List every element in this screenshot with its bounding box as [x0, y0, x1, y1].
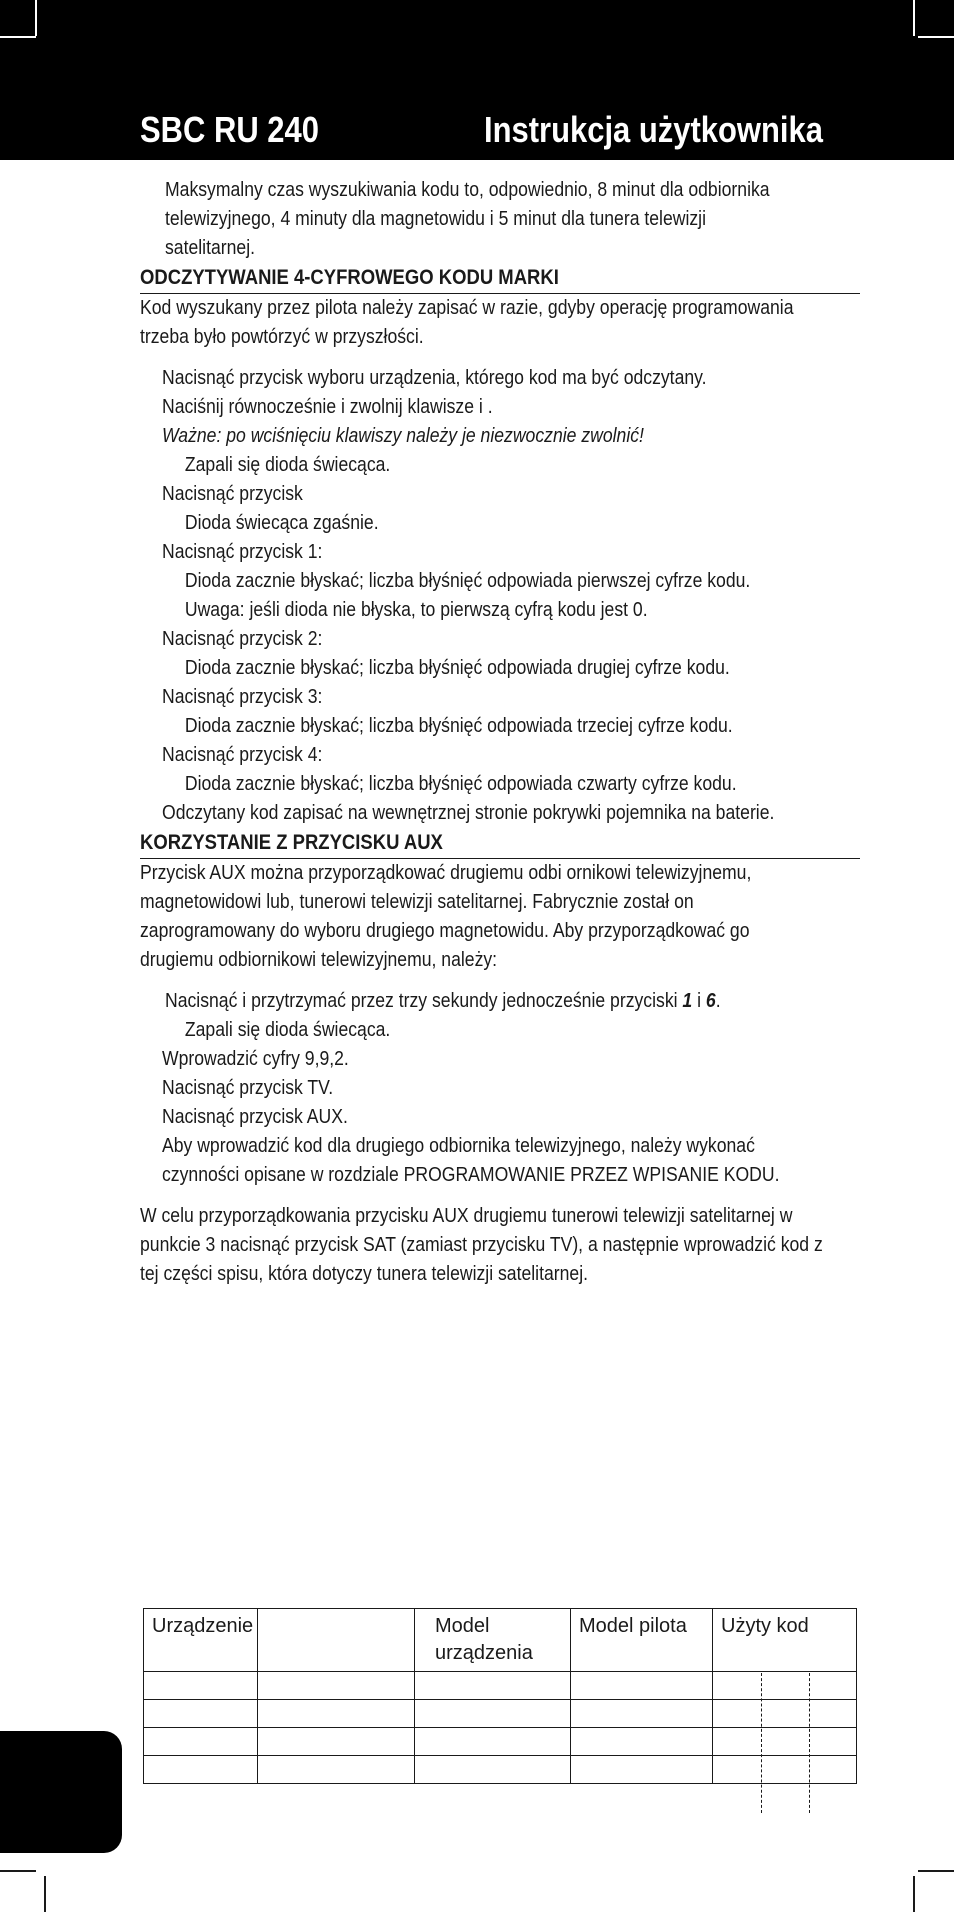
section2-steps — [140, 1016, 860, 1190]
step-line: Aby wprowadzić kod dla drugiego odbiornika telewizyjnego, należy wykonać — [162, 1135, 755, 1157]
table-row — [144, 1672, 857, 1700]
code-record-table — [143, 1608, 857, 1784]
page-header — [0, 0, 954, 160]
header-used-code: Użyty kod — [713, 1609, 857, 1672]
table-cell[interactable] — [144, 1700, 258, 1728]
page-tab-marker — [0, 1731, 122, 1853]
model-title: SBC RU 240 — [140, 109, 319, 150]
key-label: 1 — [682, 990, 693, 1012]
text-line: telewizyjnego, 4 minuty dla magnetowidu i 5 minut dla tunera telewizji — [165, 208, 706, 230]
step-line: Naciśnij równocześnie i zwolnij klawisze i . — [162, 396, 493, 418]
table-cell[interactable] — [415, 1672, 571, 1700]
intro-paragraph — [140, 176, 860, 263]
text-line: Przycisk AUX można przyporządkować drugiemu odbi ornikowi telewizyjnemu, — [140, 862, 752, 884]
spacer — [140, 975, 860, 987]
crop-mark — [913, 1876, 915, 1912]
key-label: 6 — [705, 990, 716, 1012]
page-content — [140, 176, 860, 1289]
crop-mark — [35, 0, 37, 36]
text-line: magnetowidowi lub, tunerowi telewizji satelitarnej. Fabrycznie został on — [140, 891, 694, 913]
table-cell[interactable] — [571, 1756, 713, 1784]
crop-mark — [913, 0, 915, 36]
text-line — [165, 987, 777, 1016]
crop-mark — [918, 36, 954, 38]
header-remote-model: Model pilota — [571, 1609, 713, 1672]
step-line: Dioda świecąca zgaśnie. — [184, 512, 379, 534]
text-line: satelitarnej. — [165, 237, 256, 259]
text-line: Kod wyszukany przez pilota należy zapisać w razie, gdyby operację programowania — [140, 297, 794, 319]
code-digit-divider — [809, 1673, 810, 1813]
table-cell[interactable] — [713, 1700, 857, 1728]
text-line: punkcie 3 nacisnąć przycisk SAT (zamiast przycisku TV), a następnie wprowadzić kod z — [140, 1234, 823, 1256]
header-blank — [258, 1609, 415, 1672]
table-cell[interactable] — [415, 1728, 571, 1756]
step-line: Zapali się dioda świecąca. — [184, 454, 391, 476]
heading-text: ODCZYTYWANIE 4-CYFROWEGO KODU MARKI — [140, 266, 559, 289]
crop-mark — [0, 36, 36, 38]
table-cell[interactable] — [713, 1672, 857, 1700]
table-cell[interactable] — [144, 1756, 258, 1784]
table-cell[interactable] — [258, 1728, 415, 1756]
step-line: Nacisnąć przycisk wyboru urządzenia, którego kod ma być odczytany. — [162, 367, 707, 389]
table-cell[interactable] — [571, 1700, 713, 1728]
step-line: Nacisnąć przycisk 3: — [162, 686, 323, 708]
step-text: i — [692, 990, 706, 1012]
text-line: trzeba było powtórzyć w przyszłości. — [140, 326, 424, 348]
table-cell[interactable] — [713, 1756, 857, 1784]
table-cell[interactable] — [415, 1756, 571, 1784]
table-cell[interactable] — [258, 1756, 415, 1784]
step-line: Zapali się dioda świecąca. — [184, 1019, 391, 1041]
table-cell[interactable] — [258, 1672, 415, 1700]
section-heading-read-code — [140, 263, 860, 294]
text-line: tej części spisu, która dotyczy tunera telewizji satelitarnej. — [140, 1263, 589, 1285]
text-line: W celu przyporządkowania przycisku AUX drugiemu tunerowi telewizji satelitarnej w — [140, 1205, 793, 1227]
table-row — [144, 1756, 857, 1784]
crop-mark — [918, 1870, 954, 1872]
step-line: Ważne: po wciśnięciu klawiszy należy je niezwocznie zwolnić! — [162, 425, 644, 447]
step-line: Dioda zacznie błyskać; liczba błyśnięć odpowiada drugiej cyfrze kodu. — [184, 657, 730, 679]
spacer — [140, 352, 860, 364]
section-heading-aux — [140, 828, 860, 859]
table-cell[interactable] — [144, 1728, 258, 1756]
step-line: Dioda zacznie błyskać; liczba błyśnięć odpowiada pierwszej cyfrze kodu. — [184, 570, 751, 592]
step-line: Nacisnąć przycisk 2: — [162, 628, 323, 650]
step-text: . — [715, 990, 721, 1012]
header-device-model: Model urządzenia — [415, 1609, 571, 1672]
table-cell[interactable] — [415, 1700, 571, 1728]
step-text: Nacisnąć i przytrzymać przez trzy sekundy jednocześnie przyciski — [165, 990, 683, 1012]
header-device: Urządzenie — [144, 1609, 258, 1672]
table-cell[interactable] — [571, 1728, 713, 1756]
table-row — [144, 1728, 857, 1756]
code-digit-divider — [761, 1673, 762, 1813]
aux-step-1 — [140, 987, 860, 1016]
step-line: Odczytany kod zapisać na wewnętrznej stronie pokrywki pojemnika na baterie. — [162, 802, 775, 824]
table-header-row — [144, 1609, 857, 1672]
step-line: Dioda zacznie błyskać; liczba błyśnięć odpowiada trzeciej cyfrze kodu. — [184, 715, 733, 737]
crop-mark — [0, 1870, 36, 1872]
table-cell[interactable] — [258, 1700, 415, 1728]
text-line: drugiemu odbiornikowi telewizyjnemu, należy: — [140, 949, 498, 971]
step-line: czynności opisane w rozdziale PROGRAMOWANIE PRZEZ WPISANIE KODU. — [162, 1164, 780, 1186]
step-line: Nacisnąć przycisk TV. — [162, 1077, 334, 1099]
section2-outro — [140, 1202, 860, 1289]
step-line: Wprowadzić cyfry 9,9,2. — [162, 1048, 349, 1070]
step-line: Nacisnąć przycisk — [162, 483, 303, 505]
table-row — [144, 1700, 857, 1728]
table-cell[interactable] — [713, 1728, 857, 1756]
step-line: Nacisnąć przycisk AUX. — [162, 1106, 348, 1128]
step-line: Nacisnąć przycisk 1: — [162, 541, 323, 563]
table-cell[interactable] — [144, 1672, 258, 1700]
step-line: Dioda zacznie błyskać; liczba błyśnięć odpowiada czwarty cyfrze kodu. — [184, 773, 737, 795]
text-line: Maksymalny czas wyszukiwania kodu to, odpowiednio, 8 minut dla odbiornika — [165, 179, 770, 201]
heading-text: KORZYSTANIE Z PRZYCISKU AUX — [140, 831, 443, 854]
table-cell[interactable] — [571, 1672, 713, 1700]
step-line: Nacisnąć przycisk 4: — [162, 744, 323, 766]
crop-mark — [44, 1876, 46, 1912]
manual-title: Instrukcja użytkownika — [484, 109, 823, 150]
step-line: Uwaga: jeśli dioda nie błyska, to pierwszą cyfrą kodu jest 0. — [184, 599, 648, 621]
section1-intro — [140, 294, 860, 352]
spacer — [140, 1190, 860, 1202]
section1-steps — [140, 364, 860, 828]
text-line: zaprogramowany do wyboru drugiego magnetowidu. Aby przyporządkować go — [140, 920, 750, 942]
section2-intro — [140, 859, 860, 975]
